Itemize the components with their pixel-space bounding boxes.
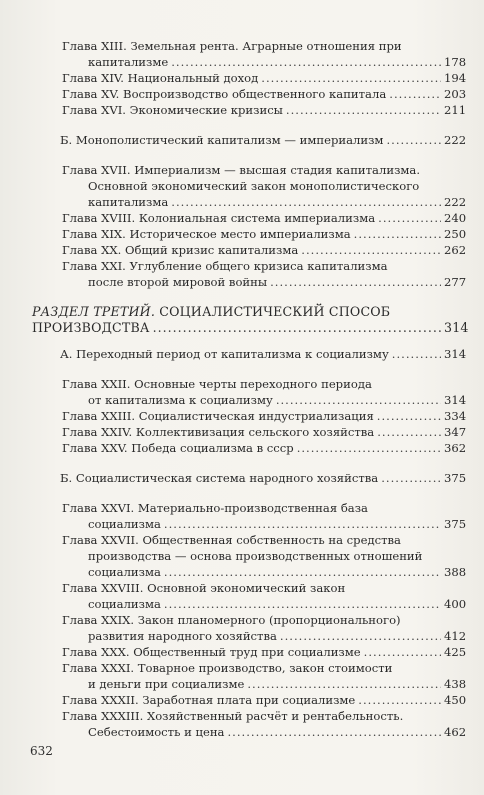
toc-line (32, 258, 464, 274)
toc-entry-text: А. Переходный период от капитализма к социализму (60, 347, 389, 361)
toc-chapter (32, 70, 467, 86)
toc-line (32, 644, 467, 660)
toc-line (32, 692, 467, 708)
toc-entry-text: ПРОИЗВОДСТВА (32, 320, 150, 335)
toc-entry-text: Глава XV. Воспроизводство общественного капитала (62, 87, 387, 101)
toc-entry-text: Основной экономический закон монополистического (88, 179, 420, 193)
toc-line (32, 242, 467, 258)
toc-line (32, 724, 467, 740)
toc-entry-text: Глава XVIII. Колониальная система империализма (62, 211, 376, 225)
toc-chapter (32, 376, 467, 408)
toc-chapter (32, 692, 467, 708)
toc-chapter (32, 708, 467, 740)
toc-leader-dots (377, 408, 441, 424)
toc-leader-dots (280, 628, 441, 644)
toc-entry-text: Глава XIII. Земельная рента. Аграрные отношения при (62, 39, 402, 53)
toc-chapter (32, 242, 467, 258)
toc-leader-dots (164, 596, 441, 612)
toc-spacer (32, 456, 464, 470)
toc-chapter (32, 580, 467, 612)
toc-line (32, 408, 467, 424)
toc-entry-text: Глава XXXII. Заработная плата при социализме (62, 693, 356, 707)
toc-page-number: 277 (444, 275, 467, 289)
toc-line (32, 708, 464, 724)
toc-entry-text: капитализме (88, 55, 169, 69)
toc-spacer (32, 486, 464, 500)
toc-chapter (32, 226, 467, 242)
toc-line (32, 178, 464, 194)
toc-line (32, 210, 467, 226)
toc-page-number: 250 (444, 227, 467, 241)
toc-line (32, 132, 467, 148)
toc-entry-text: Глава XXIX. Закон планомерного (пропорционального) (62, 613, 401, 627)
toc-page-number: 314 (444, 320, 469, 335)
toc-page-number: 388 (444, 565, 467, 579)
toc-page-number: 314 (444, 347, 467, 361)
toc-leader-dots (358, 692, 441, 708)
toc-line (32, 320, 469, 336)
toc-page-number: 347 (444, 425, 467, 439)
toc-subsection (32, 346, 467, 362)
toc-page-number: 194 (444, 71, 467, 85)
toc-line (32, 304, 464, 320)
toc-leader-dots (227, 724, 441, 740)
toc-page-number: 425 (444, 645, 467, 659)
toc-spacer (32, 336, 464, 346)
toc-leader-dots (354, 226, 441, 242)
toc-page-number: 203 (444, 87, 467, 101)
toc-leader-dots (377, 424, 441, 440)
toc-line (32, 532, 464, 548)
toc-leader-dots (392, 346, 441, 362)
toc-entry-text: Глава XXIV. Коллективизация сельского хозяйства (62, 425, 375, 439)
toc-leader-dots (171, 194, 441, 210)
toc-line (32, 564, 467, 580)
toc-entry-text: Глава XX. Общий кризис капитализма (62, 243, 299, 257)
toc-page-number: 400 (444, 597, 467, 611)
toc-line (32, 70, 467, 86)
toc-line (32, 596, 467, 612)
toc-entry-text: капитализма (88, 195, 169, 209)
toc-line (32, 660, 464, 676)
toc-leader-dots (301, 242, 441, 258)
toc-page-number: 438 (444, 677, 467, 691)
toc-entry-text: Глава XVI. Экономические кризисы (62, 103, 283, 117)
toc-page-number: 375 (444, 517, 467, 531)
toc-entry-text: Глава XXVI. Материально-производственная база (62, 501, 368, 515)
toc-part-heading (32, 304, 469, 336)
toc-chapter (32, 532, 467, 580)
toc-line (32, 392, 467, 408)
toc-line (32, 226, 467, 242)
toc-page-number: 222 (444, 133, 467, 147)
toc-line (32, 440, 467, 456)
toc-chapter (32, 258, 467, 290)
toc-leader-dots (364, 644, 441, 660)
toc-entry-text: Глава XIX. Историческое место империализма (62, 227, 351, 241)
toc-chapter (32, 86, 467, 102)
toc-chapter (32, 408, 467, 424)
toc-leader-dots (270, 274, 441, 290)
toc-entry-text: от капитализма к социализму (88, 393, 273, 407)
toc-spacer (32, 362, 464, 376)
toc-entry-text: производства — основа производственных отношений (88, 549, 423, 563)
toc-spacer (32, 290, 464, 304)
toc-leader-dots (171, 54, 441, 70)
toc-line (32, 500, 464, 516)
toc-line (32, 274, 467, 290)
toc-line (32, 628, 467, 644)
toc-entry-text: социализма (88, 565, 161, 579)
page-number: 632 (30, 744, 53, 758)
toc-page-number: 362 (444, 441, 467, 455)
toc-entry-text: Глава XXII. Основные черты переходного периода (62, 377, 372, 391)
toc-page-number: 222 (444, 195, 467, 209)
toc-line (32, 424, 467, 440)
toc-line (32, 516, 467, 532)
toc-leader-dots (164, 564, 441, 580)
toc-entry-text: Глава XXVII. Общественная собственность на средства (62, 533, 401, 547)
toc-line (32, 194, 467, 210)
toc-page-number: 211 (444, 103, 467, 117)
toc-spacer (32, 118, 464, 132)
toc-line (32, 102, 467, 118)
toc-entry-text: Глава XXX. Общественный труд при социализме (62, 645, 361, 659)
toc-leader-dots (378, 210, 441, 226)
toc-chapter (32, 210, 467, 226)
toc-leader-dots (247, 676, 441, 692)
toc-page-number: 450 (444, 693, 467, 707)
toc-entry-text: Глава XXV. Победа социализма в ссср (62, 441, 294, 455)
toc-chapter (32, 162, 467, 210)
toc-leader-dots (153, 320, 441, 336)
toc-line (32, 162, 464, 178)
toc-line (32, 548, 464, 564)
toc-page-number: 240 (444, 211, 467, 225)
toc-page-number: 375 (444, 471, 467, 485)
toc-chapter (32, 644, 467, 660)
toc-line (32, 612, 464, 628)
toc-line (32, 580, 464, 596)
toc-entry-text: после второй мировой войны (88, 275, 268, 289)
toc-leader-dots (261, 70, 441, 86)
toc-entry-text: и деньги при социализме (88, 677, 245, 691)
toc-leader-dots (386, 132, 441, 148)
toc-entry-text: социализма (88, 517, 161, 531)
toc-subsection (32, 132, 467, 148)
toc-leader-dots (389, 86, 441, 102)
toc-line (32, 54, 467, 70)
toc-leader-dots (164, 516, 441, 532)
toc-chapter (32, 102, 467, 118)
toc-chapter (32, 660, 467, 692)
toc-page-number: 334 (444, 409, 467, 423)
toc-entry-text: Б. Монополистический капитализм — империализм (60, 133, 384, 147)
toc-entry-text: Себестоимость и цена (88, 725, 225, 739)
table-of-contents (32, 38, 469, 740)
toc-entry-text: развития народного хозяйства (88, 629, 277, 643)
toc-entry-text: Глава XXVIII. Основной экономический закон (62, 581, 346, 595)
toc-chapter (32, 38, 467, 70)
toc-entry-text: Глава XXI. Углубление общего кризиса капитализма (62, 259, 388, 273)
toc-leader-dots (276, 392, 441, 408)
toc-page-number: 178 (444, 55, 467, 69)
toc-part-label: РАЗДЕЛ ТРЕТИЙ. (32, 304, 156, 319)
toc-line (32, 676, 467, 692)
toc-entry-text: Глава XXXI. Товарное производство, закон стоимости (62, 661, 393, 675)
toc-entry-text: Б. Социалистическая система народного хозяйства (60, 471, 379, 485)
toc-line (32, 86, 467, 102)
toc-entry-text: СОЦИАЛИСТИЧЕСКИЙ СПОСОБ (155, 304, 391, 319)
toc-page-number: 314 (444, 393, 467, 407)
toc-line (32, 376, 464, 392)
toc-page-number: 412 (444, 629, 467, 643)
toc-leader-dots (286, 102, 441, 118)
toc-chapter (32, 424, 467, 440)
toc-chapter (32, 500, 467, 532)
toc-line (32, 346, 467, 362)
toc-leader-dots (297, 440, 441, 456)
toc-page-number: 262 (444, 243, 467, 257)
toc-leader-dots (381, 470, 441, 486)
toc-line (32, 38, 464, 54)
toc-entry-text: Глава XXXIII. Хозяйственный расчёт и рентабельность. (62, 709, 404, 723)
toc-entry-text: социализма (88, 597, 161, 611)
toc-line (32, 470, 467, 486)
toc-page-number: 462 (444, 725, 467, 739)
toc-chapter (32, 612, 467, 644)
toc-spacer (32, 148, 464, 162)
toc-subsection (32, 470, 467, 486)
toc-entry-text: Глава XIV. Национальный доход (62, 71, 259, 85)
toc-entry-text: Глава XVII. Империализм — высшая стадия капитализма. (62, 163, 421, 177)
toc-chapter (32, 440, 467, 456)
toc-entry-text: Глава XXIII. Социалистическая индустриализация (62, 409, 374, 423)
